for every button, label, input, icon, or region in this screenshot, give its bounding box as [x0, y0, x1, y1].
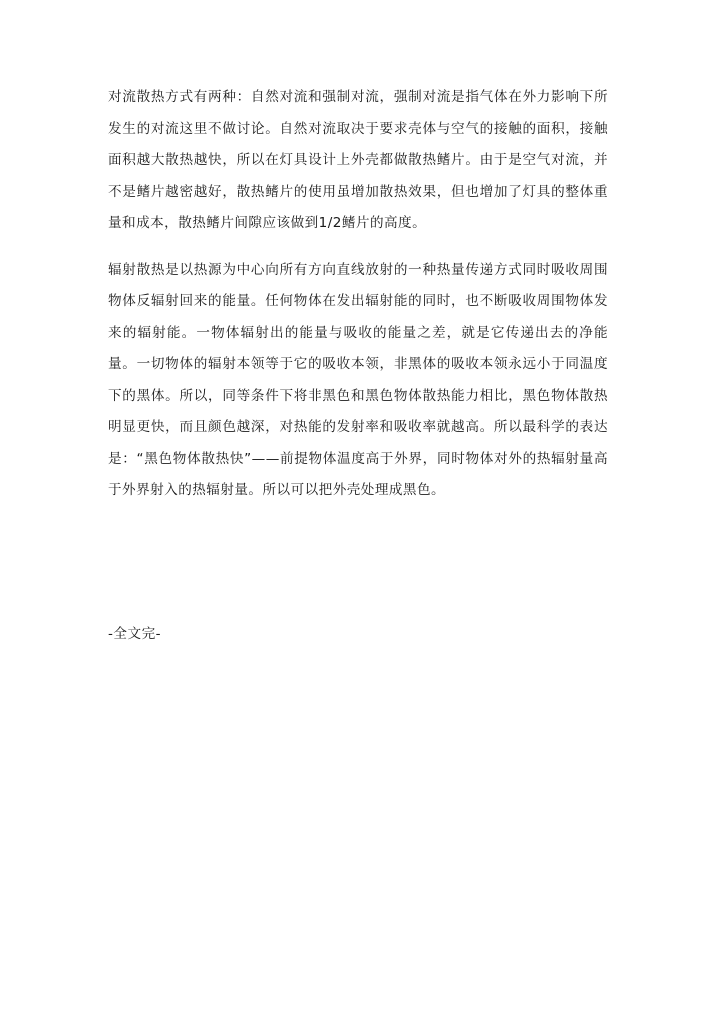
- document-body: [108, 82, 608, 507]
- end-of-document-mark: -全文完-: [108, 626, 162, 642]
- paragraph-radiation: 辐射散热是以热源为中心向所有方向直线放射的一种热量传递方式同时吸收周围物体反辐射回来的能量。任何物体在发出辐射能的同时，也不断吸收周围物体发来的辐射能。一物体辐射出的能量与吸收的能量之差，就是它传递出去的净能量。一切物体的辐射本领等于它的吸收本领，非黑体的吸收本领永远小于同温度下的黑体。所以，同等条件下将非黑色和黑色物体散热能力相比，黑色物体散热明显更快，而且颜色越深，对热能的发射率和吸收率就越高。所以最科学的表达是：“黑色物体散热快”——前提物体温度高于外界，同时物体对外的热辐射量高于外界射入的热辐射量。所以可以把外壳处理成黑色。: [108, 261, 608, 498]
- paragraph-convection: 对流散热方式有两种：自然对流和强制对流，强制对流是指气体在外力影响下所发生的对流这里不做讨论。自然对流取决于要求壳体与空气的接触的面积，接触面积越大散热越快，所以在灯具设计上外壳都做散热鳍片。由于是空气对流，并不是鳍片越密越好，散热鳍片的使用虽增加散热效果，但也增加了灯具的整体重量和成本，散热鳍片间隙应该做到1/2鳍片的高度。: [108, 89, 608, 231]
